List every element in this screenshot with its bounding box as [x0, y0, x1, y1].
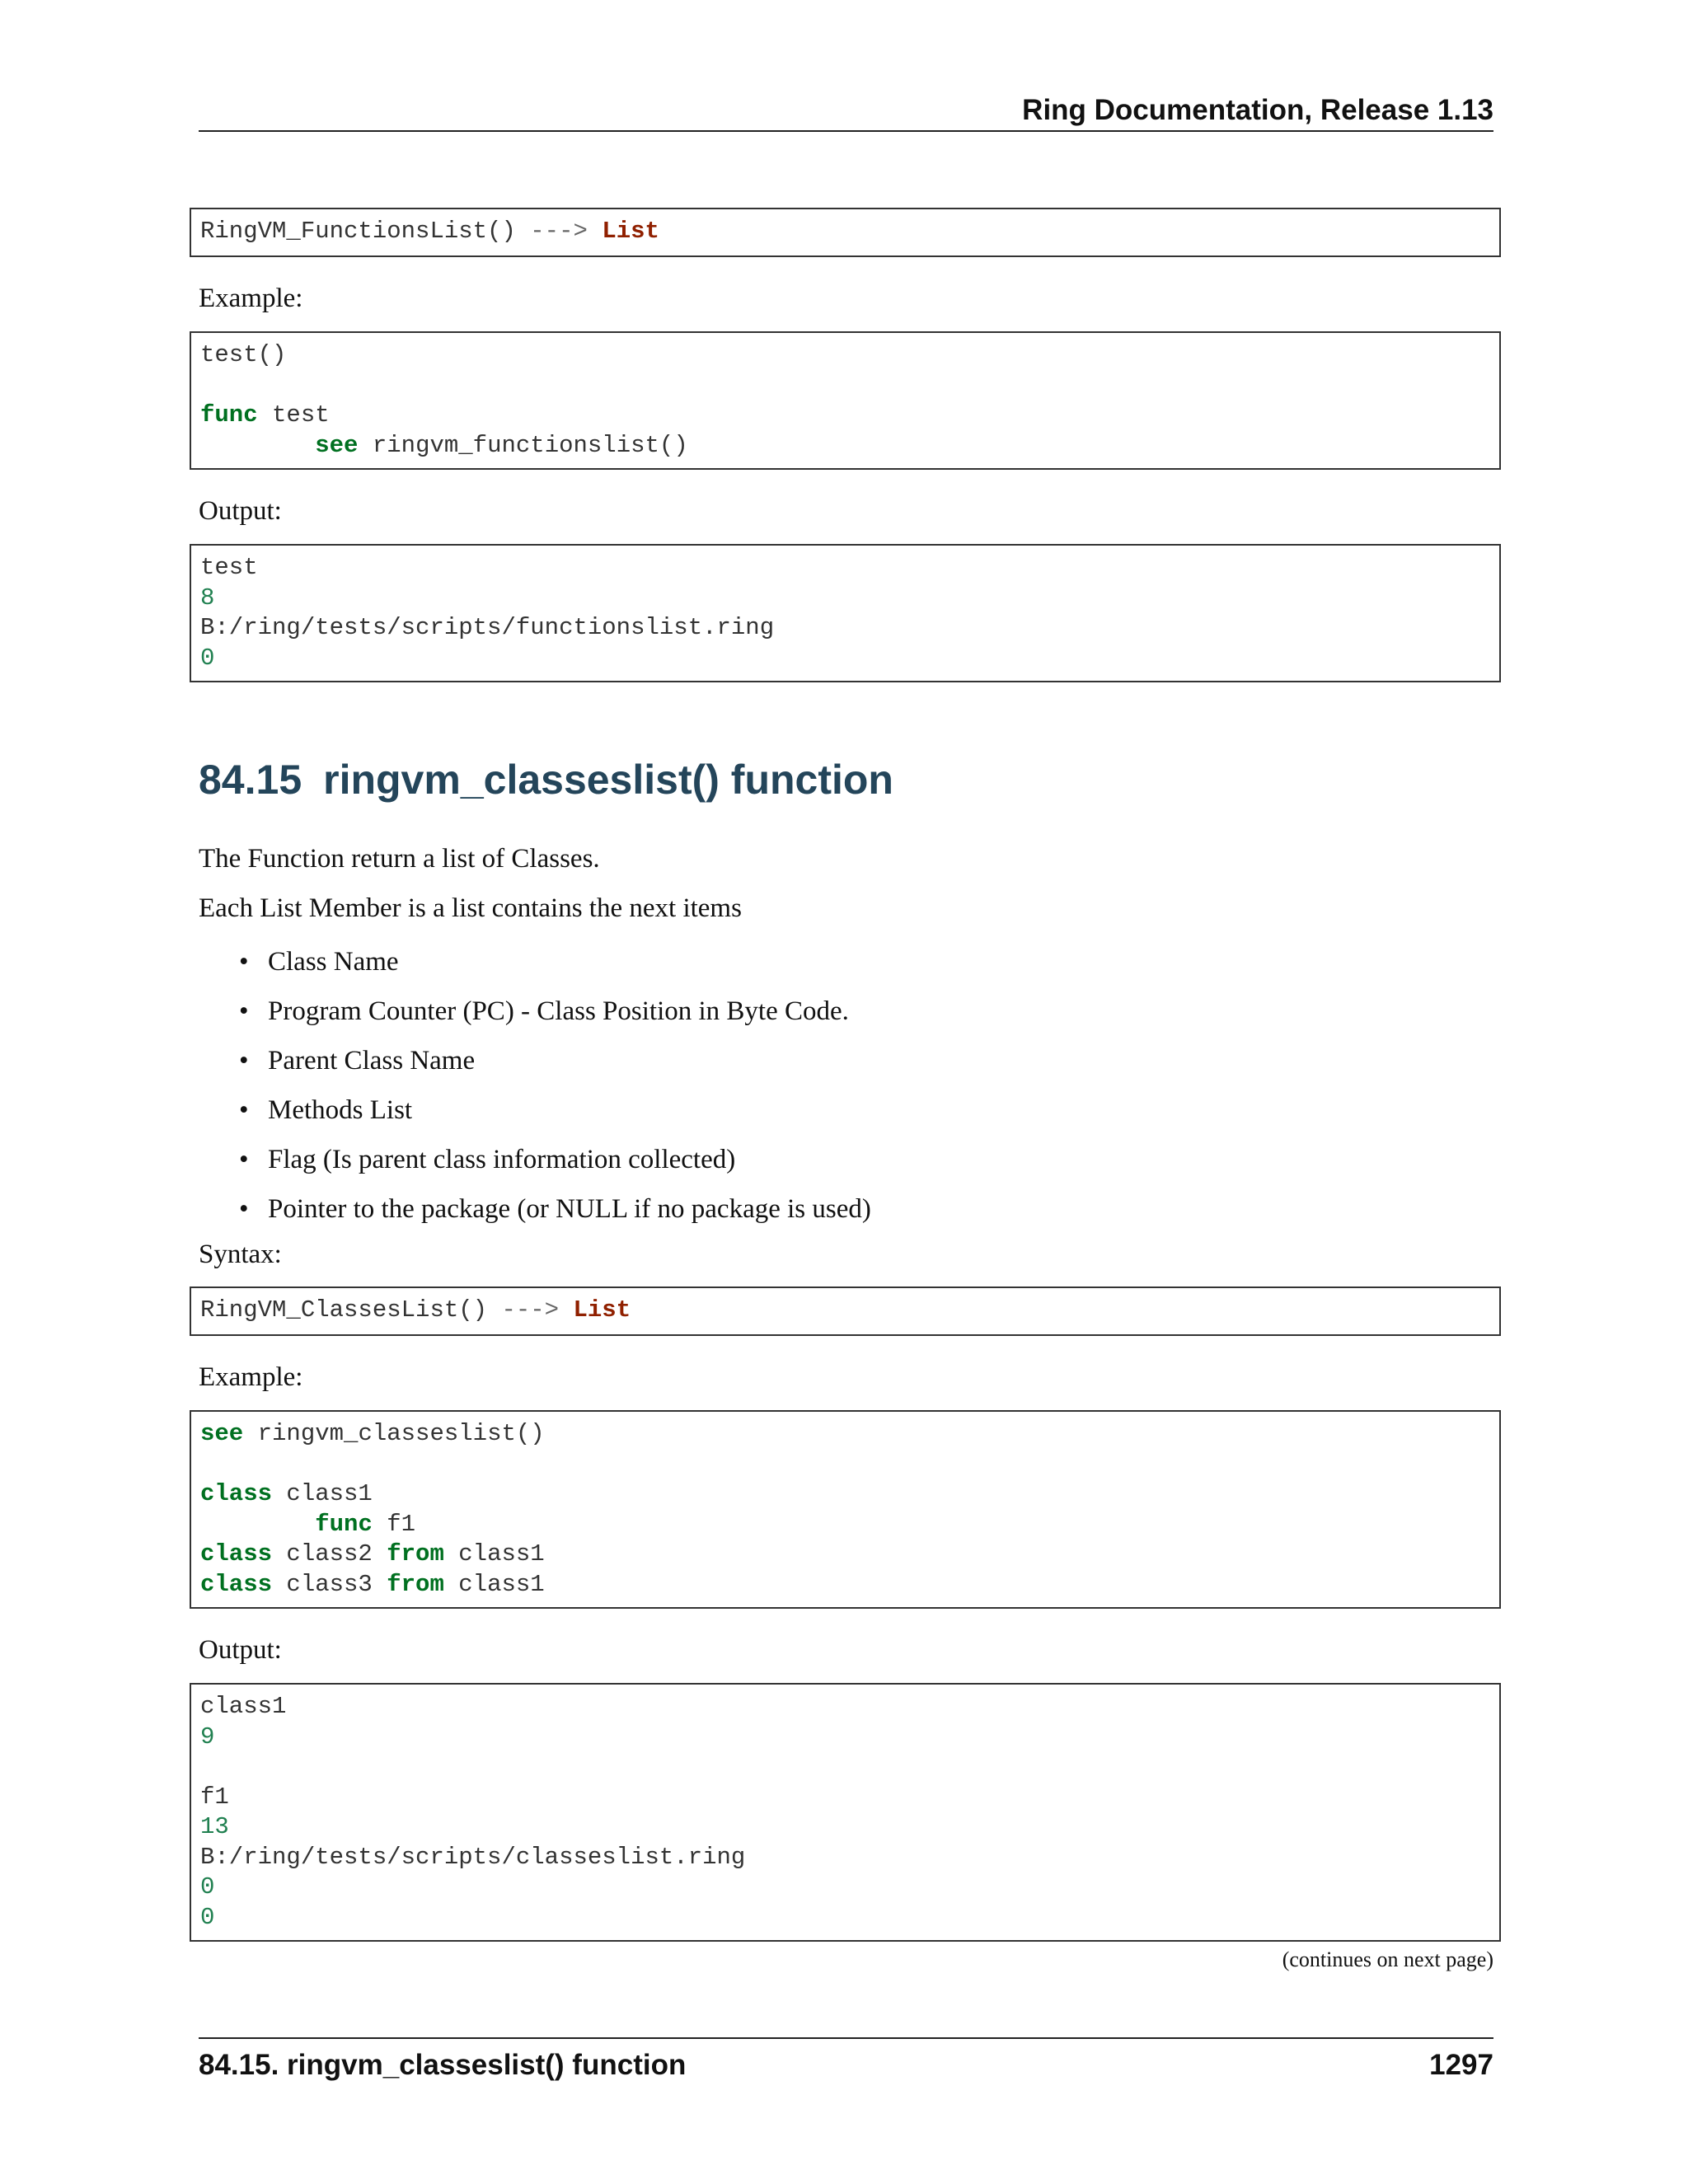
keyword: func: [315, 1510, 373, 1538]
example-label: Example:: [199, 1362, 303, 1392]
running-header: Ring Documentation, Release 1.13: [1022, 94, 1493, 126]
code-text: class3: [272, 1570, 387, 1598]
code-indent: [200, 432, 315, 459]
code-text: test: [257, 401, 330, 429]
list-item-text: Methods List: [268, 1095, 413, 1125]
function-name: RingVM_ClassesList(): [200, 1296, 488, 1324]
page-number: 1297: [1429, 2049, 1493, 2081]
list-item: • Pointer to the package (or NULL if no package is used): [239, 1194, 871, 1224]
footer-divider: [199, 2037, 1493, 2039]
keyword: class: [200, 1570, 273, 1598]
function-name: RingVM_FunctionsList(): [200, 218, 516, 245]
output-label: Output:: [199, 1635, 282, 1665]
syntax-code-block-functionslist: [190, 208, 1501, 257]
list-members-bullets: [239, 944, 871, 1240]
code-line: [200, 401, 1490, 431]
keyword: see: [315, 431, 359, 459]
list-item: • Methods List: [239, 1095, 413, 1125]
keyword: class: [200, 1480, 273, 1507]
code-line-blank: [200, 371, 1490, 401]
output-label: Output:: [199, 496, 282, 526]
code-line: [200, 1540, 1490, 1570]
example-code-block-classeslist: [190, 1410, 1501, 1609]
code-line: test(): [200, 341, 287, 368]
code-text: class1: [443, 1570, 545, 1598]
return-type: List: [573, 1296, 631, 1324]
output-line-number: 8: [200, 583, 215, 612]
intro-paragraph: Each List Member is a list contains the next items: [199, 893, 742, 923]
code-line: [200, 1419, 1490, 1450]
footer-section-title: 84.15. ringvm_classeslist() function: [199, 2049, 687, 2081]
output-line-number: 9: [200, 1722, 215, 1750]
return-arrow: --->: [501, 1296, 560, 1324]
keyword: from: [387, 1540, 444, 1568]
keyword: func: [200, 401, 258, 429]
output-line-number: 0: [200, 1903, 215, 1931]
output-line-number: 0: [200, 644, 215, 672]
code-line: [200, 1510, 1490, 1540]
section-heading: [199, 753, 893, 806]
list-item-text: Pointer to the package (or NULL if no package is used): [268, 1194, 871, 1224]
code-line: [200, 1570, 1490, 1601]
example-code-block-functionslist: [190, 331, 1501, 470]
output-line-number: 13: [200, 1813, 229, 1840]
list-item-text: Program Counter (PC) - Class Position in Byte Code.: [268, 996, 849, 1026]
code-text: ringvm_functionslist(): [358, 431, 688, 459]
syntax-code-block-classeslist: [190, 1286, 1501, 1336]
keyword: from: [387, 1570, 444, 1598]
output-line-blank: [200, 1752, 1490, 1783]
code-text: ringvm_classeslist(): [243, 1420, 545, 1447]
output-line: class1: [200, 1693, 287, 1720]
return-arrow: --->: [530, 218, 588, 245]
section-title-text: ringvm_classeslist() function: [323, 757, 893, 803]
keyword: see: [200, 1420, 244, 1447]
output-code-block-classeslist: [190, 1683, 1501, 1942]
code-line: [200, 1479, 1490, 1510]
list-item: • Program Counter (PC) - Class Position in Byte Code.: [239, 996, 849, 1026]
output-code-block-functionslist: [190, 544, 1501, 682]
list-item-text: Parent Class Name: [268, 1046, 476, 1076]
code-text: class2: [272, 1540, 387, 1568]
code-line: [200, 431, 1490, 462]
list-item-text: Class Name: [268, 947, 399, 977]
output-line: B:/ring/tests/scripts/classeslist.ring: [200, 1843, 746, 1871]
output-line: test: [200, 554, 258, 581]
section-number: 84.15: [199, 757, 302, 803]
list-item: • Class Name: [239, 947, 399, 977]
intro-paragraph: The Function return a list of Classes.: [199, 844, 600, 874]
list-item: • Flag (Is parent class information collected): [239, 1145, 736, 1174]
code-indent: [200, 1511, 315, 1538]
output-line-number: 0: [200, 1873, 215, 1900]
code-line-blank: [200, 1450, 1490, 1480]
code-text: class1: [272, 1480, 373, 1507]
example-label: Example:: [199, 284, 303, 313]
code-text: class1: [443, 1540, 545, 1568]
keyword: class: [200, 1540, 273, 1568]
list-item: • Parent Class Name: [239, 1046, 476, 1076]
list-item-text: Flag (Is parent class information collected): [268, 1145, 736, 1174]
output-line: B:/ring/tests/scripts/functionslist.ring: [200, 614, 775, 641]
syntax-label: Syntax:: [199, 1240, 282, 1269]
return-type: List: [602, 218, 659, 245]
output-line: f1: [200, 1783, 229, 1811]
continues-note: (continues on next page): [1282, 1947, 1493, 1971]
running-footer: [199, 2043, 1493, 2088]
header-divider: [199, 130, 1493, 132]
code-text: f1: [372, 1510, 416, 1538]
